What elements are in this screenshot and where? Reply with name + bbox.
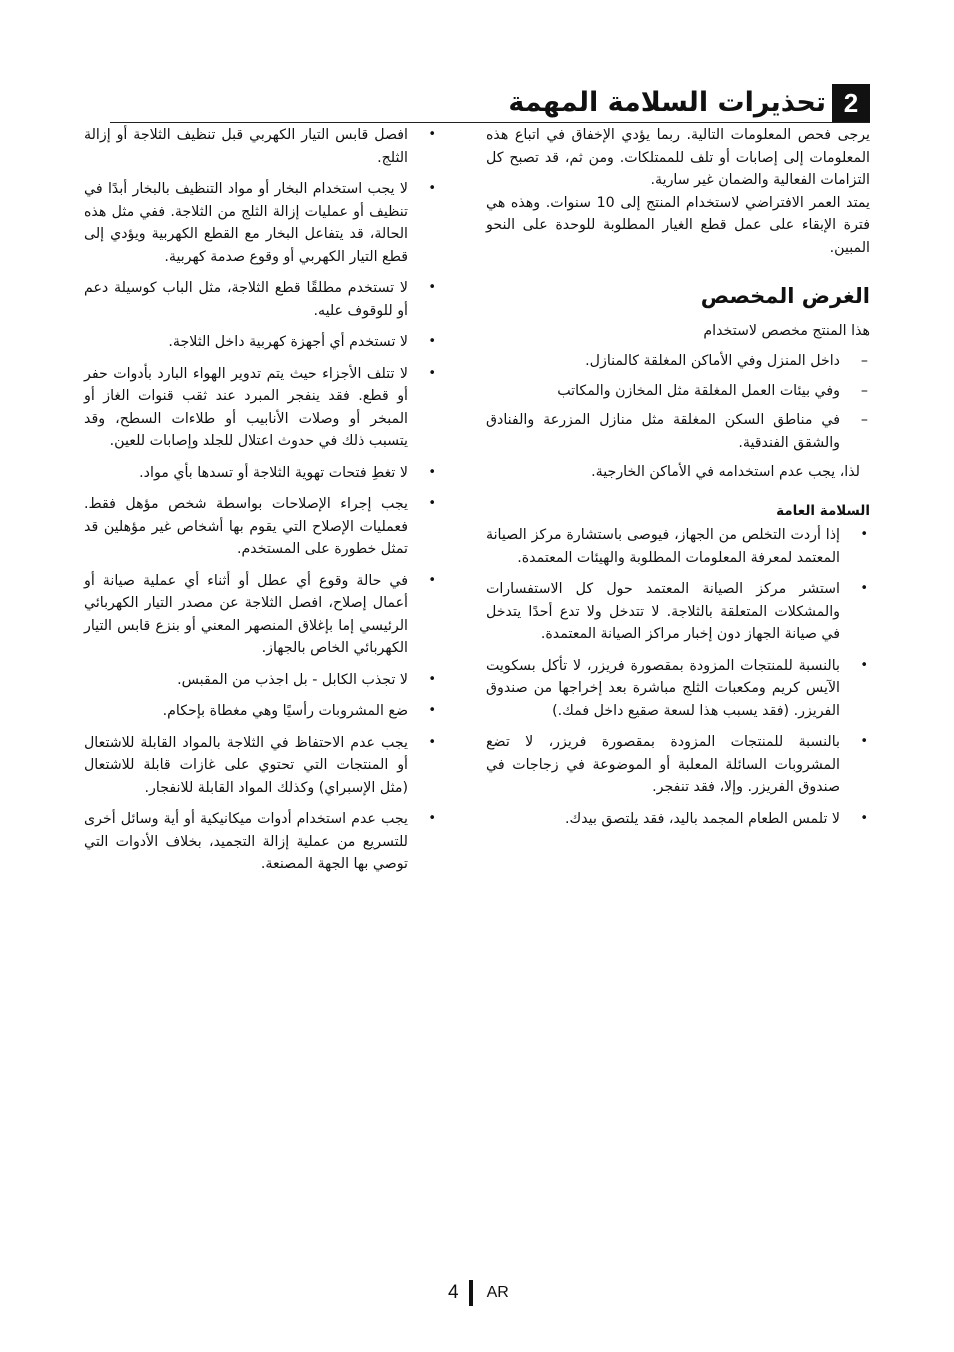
list-item: • لا تتلف الأجزاء حيث يتم تدوير الهواء البارد بأدوات حفر أو قطع. فقد ينفجر المبرد عند ثقب قنوات الغاز أو المبخر أو وصلات الأنابيب أو طلاءات السطح، وقد يتسبب ذلك في حدوث اعتلال للجلد وإصابات للعين.	[84, 363, 438, 453]
list-item: • يجب إجراء الإصلاحات بواسطة شخص مؤهل فقط. فعمليات الإصلاح التي يقوم بها أشخاص غير مؤهلين قد تمثل خطورة على المستخدم.	[84, 493, 438, 561]
intro-paragraph: يرجى فحص المعلومات التالية. ربما يؤدي الإخفاق في اتباع هذه المعلومات إلى إصابات أو تلف للممتلكات. ومن ثم، قد تصبح كل التزامات الفعالية والضمان غير سارية.	[486, 127, 870, 188]
list-item: • ضع المشروبات رأسيًا وهي مغطاة بإحكام.	[84, 700, 438, 723]
list-item: – في مناطق السكن المغلقة مثل منازل المزرعة والفنادق والشقق الفندقية.	[486, 409, 870, 454]
list-item: • لا تلمس الطعام المجمد باليد، فقد يلتصق بيدك.	[486, 808, 870, 831]
chapter-title: تحذيرات السلامة المهمة	[508, 87, 826, 118]
list-item: • بالنسبة للمنتجات المزودة بمقصورة فريزر، لا تأكل بسكويت الآيس كريم ومكعبات الثلج مباشرة بعد إخراجها من صندوق الفريزر. (فقد يسبب هذا لسعة صقيع داخل فمك.)	[486, 655, 870, 723]
language-code: AR	[486, 1284, 509, 1301]
chapter-number-badge: 2	[832, 84, 870, 122]
list-item: • افصل قابس التيار الكهربي قبل تنظيف الثلاجة أو إزالة الثلج.	[84, 124, 438, 169]
right-column	[486, 124, 870, 839]
intended-use-note: لذا، يجب عدم استخدامه في الأماكن الخارجية.	[591, 464, 860, 480]
list-item: • بالنسبة للمنتجات المزودة بمقصورة فريزر، لا تضع المشروبات السائلة المعلبة أو الموضوعة في زجاجات في صندوق الفريزر. وإلا، فقد تنفجر.	[486, 731, 870, 799]
list-item: – داخل المنزل وفي الأماكن المغلقة كالمنازل.	[486, 350, 870, 373]
page-number: 4	[448, 1282, 459, 1303]
page-footer	[448, 1280, 509, 1306]
list-item: • استشر مركز الصيانة المعتمد حول كل الاستفسارات والمشكلات المتعلقة بالثلاجة. لا تتدخل ولا تدع أحدًا يتدخل في صيانة الجهاز دون إخبار مراكز الصيانة المعتمدة.	[486, 578, 870, 646]
list-item: • يجب عدم استخدام أدوات ميكانيكية أو أية وسائل أخرى للتسريع من عملية إزالة التجميد، بخلاف الأدوات التي توصي بها الجهة المصنعة.	[84, 808, 438, 876]
list-item: – وفي بيئات العمل المغلقة مثل المخازن والمكاتب	[486, 380, 870, 403]
left-column	[84, 124, 438, 885]
list-item: • لا تستخدم مطلقًا قطع الثلاجة، مثل الباب كوسيلة دعم أو للوقوف عليه.	[84, 277, 438, 322]
list-item: • في حالة وقوع أي عطل أو أثناء أي عملية صيانة أو أعمال إصلاح، افصل الثلاجة عن مصدر التيار الكهربائي الرئيسي إما بإغلاق المنصهر المعني أو بنزع قابس التيار الكهربائي الخاص بالجهاز.	[84, 570, 438, 660]
list-item: • إذا أردت التخلص من الجهاز، فيوصى باستشارة مركز الصيانة المعتمد لمعرفة المعلومات المطلوبة والهيئات المعتمدة.	[486, 524, 870, 569]
intended-use-heading: الغرض المخصص	[700, 284, 870, 308]
list-item: • لا تغطِ فتحات تهوية الثلاجة أو تسدها بأي مواد.	[84, 462, 438, 485]
intended-use-list	[486, 350, 870, 454]
footer-divider	[469, 1280, 473, 1306]
general-safety-list	[486, 524, 870, 830]
list-item: • لا تستخدم أي أجهزة كهربية داخل الثلاجة.	[84, 331, 438, 354]
list-item: • لا تجذب الكابل - بل اجذب من المقبس.	[84, 669, 438, 692]
header-divider	[110, 122, 870, 123]
list-item: • يجب عدم الاحتفاظ في الثلاجة بالمواد القابلة للاشتعال أو المنتجات التي تحتوي على غازات قابلة للاشتعال (مثل الإسبراي) وكذلك المواد القابلة للانفجار.	[84, 732, 438, 800]
safety-warnings-list	[84, 124, 438, 876]
general-safety-heading: السلامة العامة	[776, 502, 870, 519]
lifetime-paragraph: يمتد العمر الافتراضي لاستخدام المنتج إلى 10 سنوات. وهذه هي فترة الإبقاء على عمل قطع الغيار المطلوبة للوحدة على النحو المبين.	[486, 194, 870, 256]
chapter-header	[90, 84, 870, 122]
intended-use-intro: هذا المنتج مخصص لاستخدام	[703, 322, 870, 339]
list-item: • لا يجب استخدام البخار أو مواد التنظيف بالبخار أبدًا في تنظيف أو عمليات إزالة الثلج من الثلاجة. ففي مثل هذه الحالة، قد يتفاعل البخار مع القطع الكهربية ويؤدي إلى قطع التيار الكهربي أو وقوع صدمة كهربية.	[84, 178, 438, 268]
